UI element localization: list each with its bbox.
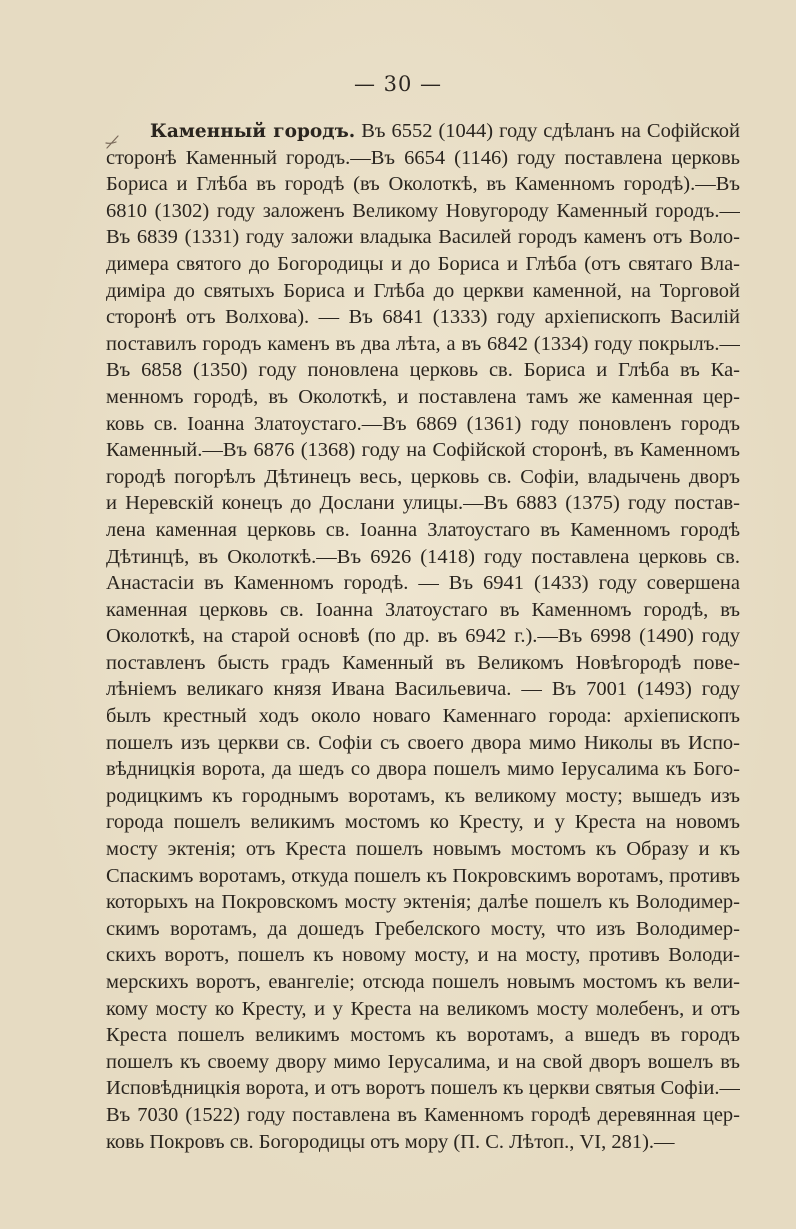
text-line: Анастасіи въ Каменномъ городѣ. — Въ 6941 (1433) году совершена — [106, 572, 740, 595]
text-line: поставленъ бысть градъ Каменный въ Великомъ Новѣгородѣ пове- — [106, 651, 740, 674]
text-line: Въ 6858 (1350) году поновлена церковь св. Бориса и Глѣба въ Ка- — [106, 359, 740, 382]
page-number: — 30 — — [353, 72, 443, 96]
text-line: Въ 6839 (1331) году заложи владыка Василей городъ каменъ отъ Воло- — [106, 226, 740, 249]
body-text — [106, 118, 740, 1155]
text-line: поставилъ городъ каменъ въ два лѣта, а въ 6842 (1334) году покрылъ.— — [106, 332, 740, 355]
text-line: сторонѣ Каменный городъ.—Въ 6654 (1146) году поставлена церковь — [106, 146, 740, 169]
text-line: Каменный.—Въ 6876 (1368) году на Софійской сторонѣ, въ Каменномъ — [106, 439, 740, 462]
text-line: города пошелъ великимъ мостомъ ко Кресту, и у Креста на новомъ — [106, 811, 740, 834]
text-line: мосту эктенія; отъ Креста пошелъ новымъ мостомъ къ Образу и къ — [106, 838, 740, 861]
text-line: ковь св. Іоанна Златоустаго.—Въ 6869 (1361) году поновленъ городъ — [106, 412, 740, 435]
text-line: скимъ воротамъ, да дошедъ Гребелского мосту, что изъ Володимер- — [106, 917, 740, 940]
text-line: которыхъ на Покровскомъ мосту эктенія; далѣе пошелъ къ Володимер- — [106, 891, 740, 914]
text-line: каменная церковь св. Іоанна Златоустаго въ Каменномъ городѣ, въ — [106, 598, 740, 621]
text-line: Въ 7030 (1522) году поставлена въ Каменномъ городѣ деревянная цер- — [106, 1103, 740, 1126]
text-line: Околоткѣ, на старой основѣ (по др. въ 6942 г.).—Въ 6998 (1490) году — [106, 625, 740, 648]
text-line: скихъ воротъ, пошелъ къ новому мосту, и на мосту, противъ Володи- — [106, 944, 740, 967]
text-line: диміра до святыхъ Бориса и Глѣба до церкви каменной, на Торговой — [106, 279, 740, 302]
text-line: и Неревскій конецъ до Дослани улицы.—Въ 6883 (1375) году постав- — [106, 492, 740, 515]
text-line: кому мосту ко Кресту, и у Креста на великомъ мосту молебенъ, и отъ — [106, 997, 740, 1020]
text-line: Исповѣдницкія ворота, и отъ воротъ пошелъ къ церкви святыя Софіи.— — [106, 1077, 740, 1100]
text-line: лена каменная церковь св. Іоанна Златоустаго въ Каменномъ городѣ — [106, 518, 740, 541]
text-line: ковь Покровъ св. Богородицы отъ мору (П. С. Лѣтоп., VI, 281).— — [106, 1130, 675, 1153]
text-line: Креста пошелъ великимъ мостомъ къ воротамъ, а вшедъ въ городъ — [106, 1024, 740, 1047]
text-line: Дѣтинцѣ, въ Околоткѣ.—Въ 6926 (1418) году поставлена церковь св. — [106, 545, 740, 568]
section-heading: Каменный городъ. — [150, 121, 356, 142]
text-line: сторонѣ отъ Волхова). — Въ 6841 (1333) году архіепископъ Василій — [106, 306, 740, 329]
text-line: вѣдницкія ворота, да шедъ со двора пошелъ мимо Іерусалима къ Бого- — [106, 758, 740, 781]
text-line: менномъ городѣ, въ Околоткѣ, и поставлена тамъ же каменная цер- — [106, 385, 740, 408]
text-line: пошелъ къ своему двору мимо Іерусалима, и на свой дворъ вошелъ въ — [106, 1050, 740, 1073]
text-line: димера святого до Богородицы и до Бориса и Глѣба (отъ святаго Вла- — [106, 252, 740, 275]
text-line: городѣ погорѣлъ Дѣтинецъ весь, церковь св. Софіи, владычень дворъ — [106, 465, 740, 488]
text-line: 6810 (1302) году заложенъ Великому Новугороду Каменный городъ.— — [106, 199, 740, 222]
text-line — [106, 118, 740, 145]
text-line: Бориса и Глѣба въ городѣ (въ Околоткѣ, въ Каменномъ городѣ).—Въ — [106, 173, 740, 196]
text-line: мерскихъ воротъ, евангеліе; отсюда пошелъ новымъ мостомъ къ вели- — [106, 971, 740, 993]
text-line: Спаскимъ воротамъ, откуда пошелъ къ Покровскимъ воротамъ, противъ — [106, 864, 740, 887]
text-line: былъ крестный ходъ около новаго Каменнаго города: архіепископъ — [106, 705, 740, 728]
text-line: лѣніемъ великаго князя Ивана Васильевича. — Въ 7001 (1493) году — [106, 678, 740, 701]
text-line: пошелъ изъ церкви св. Софіи съ своего двора мимо Николы въ Испо- — [106, 731, 740, 754]
text-line: родицкимъ къ городнымъ воротамъ, къ великому мосту; вышедъ изъ — [106, 784, 740, 807]
text-line-content: Въ 6552 (1044) году сдѣланъ на Софійской — [355, 120, 740, 142]
